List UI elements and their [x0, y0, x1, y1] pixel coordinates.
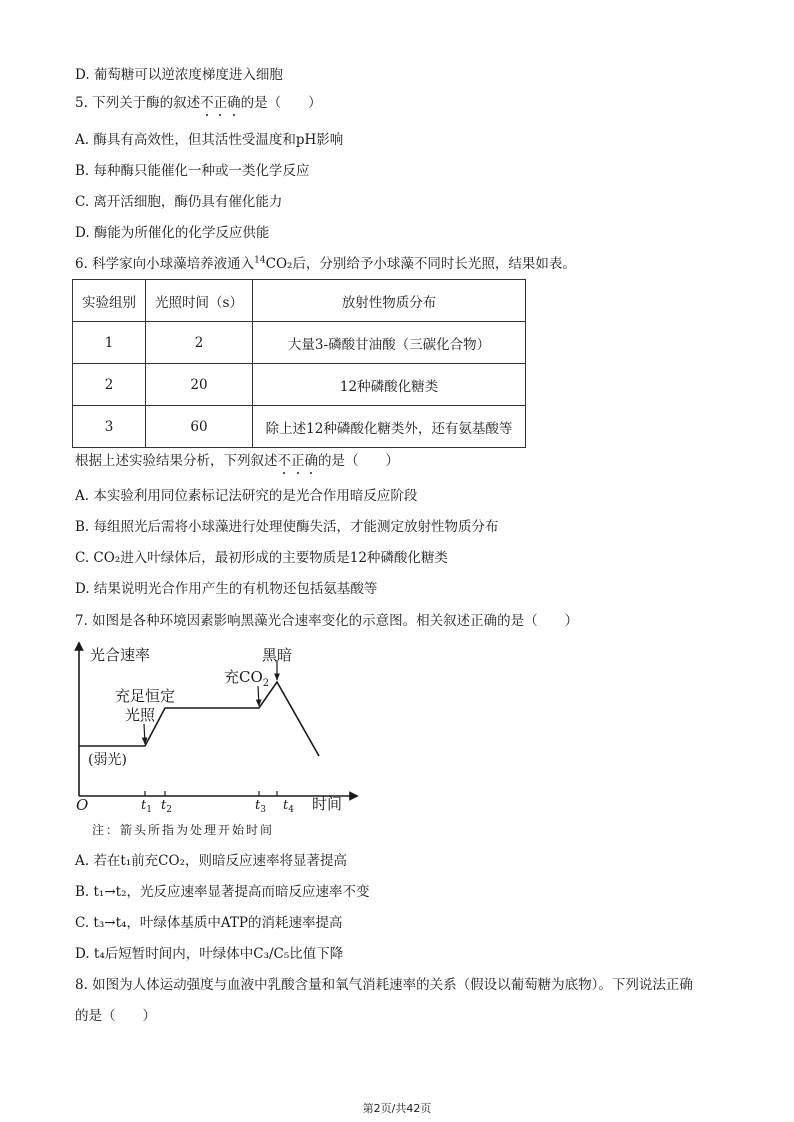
q5-emph-1: 不	[200, 95, 214, 111]
q6-option-d: D. 结果说明光合作用产生的有机物还包括氨基酸等	[75, 581, 378, 597]
q6-isotope-mass: 14	[254, 255, 266, 266]
tick-label-t2: $t_2$	[161, 798, 172, 815]
table-cell: 12种磷酸化糖类	[253, 364, 526, 406]
weak-light-label: (弱光)	[88, 752, 127, 768]
table-row	[73, 406, 526, 448]
co2-label-main: 充CO	[224, 668, 263, 686]
co2-arrow	[258, 686, 259, 706]
table-header-row	[73, 280, 526, 322]
q6-stem-pre: 6. 科学家向小球藻培养液通入	[75, 256, 255, 272]
q7-photosynthesis-graph	[72, 640, 372, 840]
q6-option-b: B. 每组照光后需将小球藻进行处理使酶失活，才能测定放射性物质分布	[75, 519, 499, 535]
q6-emph-2: 正	[291, 453, 305, 469]
q7-option-d: D. t₄后短暂时间内，叶绿体中C₃/C₅比值下降	[75, 946, 344, 962]
q5-stem	[75, 94, 322, 112]
origin-label: O	[76, 796, 89, 814]
q7-option-c: C. t₃→t₄，叶绿体基质中ATP的消耗速率提高	[75, 915, 343, 931]
light-label-line1: 充足恒定	[115, 687, 176, 705]
q5-emph-3: 确	[227, 95, 241, 111]
page-footer: 第2页/共42页	[362, 1102, 432, 1115]
q5-option-c: C. 离开活细胞，酶仍具有催化能力	[75, 194, 283, 210]
q5-stem-pre: 5. 下列关于酶的叙述	[75, 95, 201, 111]
light-label-line2: 光照	[125, 706, 156, 724]
co2-label-sub: 2	[262, 678, 270, 689]
q7-stem: 7. 如图是各种环境因素影响黑藻光合速率变化的示意图。相关叙述正确的是（ ）	[75, 613, 579, 629]
q5-emph-2: 正	[213, 95, 228, 111]
co2-label	[224, 668, 269, 689]
q6-stem-post: CO₂后，分别给予小球藻不同时长光照，结果如表。	[265, 256, 576, 272]
tick-label-t4: $t_4$	[283, 798, 294, 815]
q4-option-d: D. 葡萄糖可以逆浓度梯度进入细胞	[75, 67, 283, 83]
table-row	[73, 364, 526, 406]
table-header-distribution: 放射性物质分布	[253, 280, 526, 322]
table-header-time: 光照时间（s）	[146, 280, 253, 322]
q8-stem-line2: 的是（ ）	[75, 1008, 156, 1024]
q6-emph-3: 确	[304, 453, 318, 469]
q5-option-d: D. 酶能为所催化的化学反应供能	[75, 225, 270, 241]
graph-note: 注：箭头所指为处理开始时间	[92, 823, 275, 837]
q6-result-table	[72, 279, 526, 448]
table-cell: 60	[146, 406, 253, 448]
table-header-group: 实验组别	[73, 280, 146, 322]
q5-stem-post: 的是（ ）	[240, 95, 322, 111]
x-axis-label: 时间	[312, 795, 343, 813]
q6-question	[75, 452, 399, 470]
q6-option-c: C. CO₂进入叶绿体后，最初形成的主要物质是12种磷酸化糖类	[75, 550, 448, 566]
q6-option-a: A. 本实验利用同位素标记法研究的是光合作用暗反应阶段	[75, 488, 418, 504]
q6-question-post: 的是（ ）	[318, 453, 399, 469]
table-cell: 2	[146, 322, 253, 364]
table-cell: 除上述12种磷酸化糖类外，还有氨基酸等	[253, 406, 526, 448]
dark-label: 黑暗	[262, 646, 293, 664]
q5-option-a: A. 酶具有高效性，但其活性受温度和pH影响	[75, 132, 344, 148]
light-arrow	[144, 724, 145, 744]
q5-option-b: B. 每种酶只能催化一种或一类化学反应	[75, 163, 310, 179]
table-cell: 1	[73, 322, 146, 364]
q6-stem	[75, 255, 576, 273]
table-cell: 3	[73, 406, 146, 448]
table-cell: 大量3-磷酸甘油酸（三碳化合物）	[253, 322, 526, 364]
q8-stem-line1: 8. 如图为人体运动强度与血液中乳酸含量和氧气消耗速率的关系（假设以葡萄糖为底物）。下列说法正确	[75, 977, 693, 993]
q7-option-a: A. 若在t₁前充CO₂，则暗反应速率将显著提高	[75, 853, 347, 869]
q6-emph-1: 不	[277, 453, 291, 469]
tick-label-t3: $t_3$	[255, 798, 266, 815]
table-cell: 20	[146, 364, 253, 406]
q7-option-b: B. t₁→t₂，光反应速率显著提高而暗反应速率不变	[75, 884, 370, 900]
table-row	[73, 322, 526, 364]
table-cell: 2	[73, 364, 146, 406]
tick-label-t1: $t_1$	[141, 798, 152, 815]
q6-question-pre: 根据上述实验结果分析，下列叙述	[75, 453, 278, 469]
y-axis-label: 光合速率	[90, 646, 151, 664]
